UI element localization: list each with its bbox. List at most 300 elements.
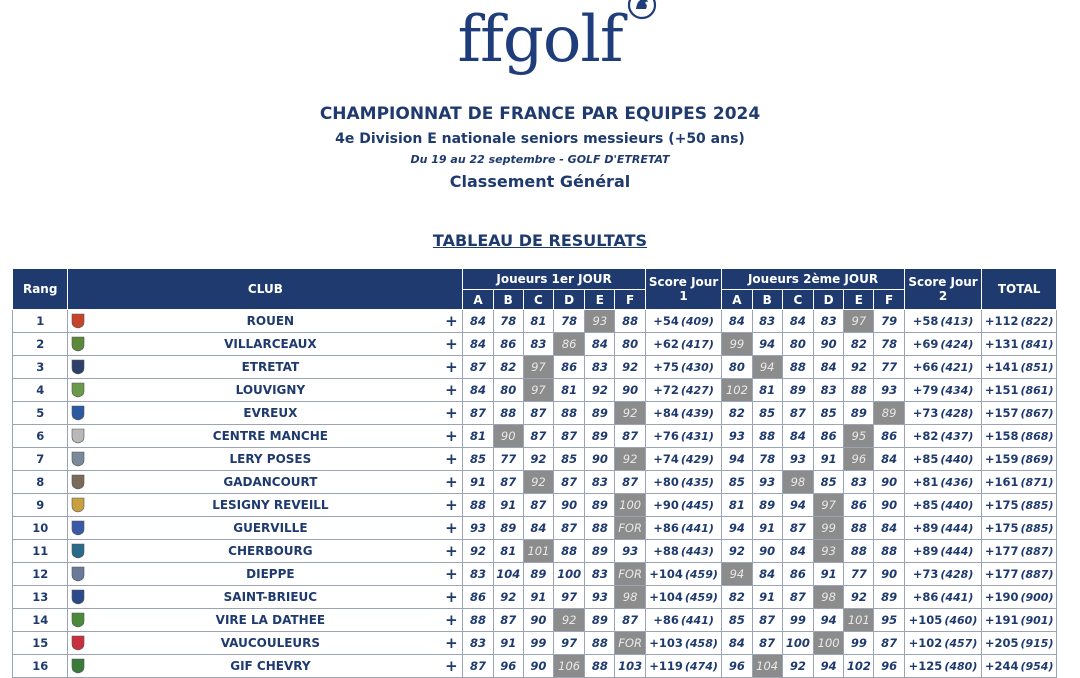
player-score-day1: 86: [554, 356, 585, 379]
score-day1-value: +80: [653, 475, 679, 489]
table-row: [13, 494, 1057, 517]
player-score-day2: 87: [782, 586, 813, 609]
header-player-letter: F: [874, 290, 904, 310]
score-day1-cell: [645, 655, 722, 678]
player-score-day1: 87: [523, 402, 553, 425]
score-day2-cell: [904, 333, 982, 356]
club-crest-icon: [68, 520, 88, 536]
player-score-day1: 92: [523, 448, 553, 471]
total-cell: [982, 379, 1057, 402]
score-day1-strokes: (459): [684, 591, 718, 604]
score-day1-value: +74: [653, 452, 679, 466]
total-cell: [982, 655, 1057, 678]
table-row: [13, 540, 1057, 563]
table-row: [13, 310, 1057, 333]
score-day1-value: +103: [649, 636, 683, 650]
player-score-day1: 83: [585, 563, 615, 586]
score-day2-strokes: (428): [940, 568, 974, 581]
expand-club-button[interactable]: +: [445, 657, 458, 675]
club-name: CHERBOURG: [228, 544, 313, 558]
player-score-day2: 77: [844, 563, 874, 586]
club-name: DIEPPE: [246, 567, 295, 581]
expand-club-button[interactable]: +: [445, 473, 458, 491]
player-score-day2: 94: [722, 448, 752, 471]
score-day1-value: +86: [653, 613, 679, 627]
player-score-day1: 86: [463, 586, 493, 609]
player-score-day1: 81: [523, 310, 553, 333]
score-day2-strokes: (413): [940, 315, 974, 328]
club-name: LOUVIGNY: [235, 383, 306, 397]
player-score-day2: 99: [814, 517, 844, 540]
header-player-letter: B: [752, 290, 782, 310]
expand-club-button[interactable]: +: [445, 542, 458, 560]
player-score-day2: 84: [874, 448, 904, 471]
tableau-heading: TABLEAU DE RESULTATS: [432, 231, 648, 250]
total-strokes: (869): [1020, 453, 1054, 466]
player-score-day2: 100: [782, 632, 813, 655]
score-day2-value: +73: [912, 406, 939, 420]
player-score-day2: 90: [874, 471, 904, 494]
player-score-day2: 84: [752, 563, 782, 586]
score-day1-strokes: (431): [680, 430, 714, 443]
total-strokes: (900): [1020, 591, 1054, 604]
score-day1-value: +76: [653, 429, 679, 443]
expand-club-button[interactable]: +: [445, 358, 458, 376]
player-score-day1: 84: [463, 310, 493, 333]
total-strokes: (867): [1020, 407, 1054, 420]
player-score-day1: 89: [585, 494, 615, 517]
player-score-day2: 83: [814, 310, 844, 333]
total-strokes: (851): [1020, 361, 1054, 374]
club-crest-icon: [68, 474, 88, 490]
club-crest-icon: [68, 589, 88, 605]
player-score-day2: 94: [752, 356, 782, 379]
score-day2-cell: [904, 310, 982, 333]
player-score-day1: 89: [585, 425, 615, 448]
score-day2-value: +105: [908, 613, 943, 627]
player-score-day1: 90: [554, 494, 585, 517]
player-score-day2: 82: [844, 333, 874, 356]
score-day2-cell: [904, 448, 982, 471]
total-cell: [982, 609, 1057, 632]
total-cell: [982, 402, 1057, 425]
club-name: SAINT-BRIEUC: [223, 590, 318, 604]
player-score-day2: 86: [814, 425, 844, 448]
club-name: GADANCOURT: [223, 475, 318, 489]
player-score-day1: 83: [585, 356, 615, 379]
player-score-day2: 93: [814, 540, 844, 563]
player-score-day2: 94: [752, 333, 782, 356]
player-score-day2: 86: [782, 563, 813, 586]
total-cell: [982, 425, 1057, 448]
expand-club-button[interactable]: +: [445, 404, 458, 422]
player-score-day1: 89: [585, 609, 615, 632]
score-day1-value: +104: [649, 590, 683, 604]
score-day2-value: +125: [908, 659, 943, 673]
club-crest-icon: [68, 313, 88, 329]
score-day2-cell: [904, 425, 982, 448]
player-score-day1: 101: [523, 540, 553, 563]
total-cell: [982, 310, 1057, 333]
header-player-letter: D: [814, 290, 844, 310]
score-day2-cell: [904, 609, 982, 632]
total-value: +175: [984, 521, 1019, 535]
total-value: +112: [984, 314, 1019, 328]
score-day1-value: +84: [653, 406, 679, 420]
total-strokes: (887): [1020, 545, 1054, 558]
rank-cell: 2: [13, 333, 68, 356]
score-day2-cell: [904, 517, 982, 540]
club-name: CENTRE MANCHE: [212, 429, 328, 443]
club-name: LESIGNY REVEILL: [212, 498, 329, 512]
header-rang: Rang: [13, 269, 68, 310]
score-day2-value: +58: [912, 314, 939, 328]
player-score-day1: 87: [615, 609, 645, 632]
player-score-day2: 89: [752, 494, 782, 517]
rank-cell: 11: [13, 540, 68, 563]
page-title: CHAMPIONNAT DE FRANCE PAR EQUIPES 2024: [319, 104, 761, 124]
club-name: VILLARCEAUX: [224, 337, 317, 351]
results-table: [12, 268, 1057, 678]
score-day2-value: +86: [912, 590, 939, 604]
total-value: +175: [984, 498, 1019, 512]
player-score-day2: 100: [814, 632, 844, 655]
score-day2-value: +66: [912, 360, 939, 374]
score-day1-cell: [645, 632, 722, 655]
player-score-day2: 102: [722, 379, 752, 402]
player-score-day1: 92: [523, 471, 553, 494]
score-day1-strokes: (459): [684, 568, 718, 581]
header-player-letter: C: [523, 290, 553, 310]
score-day2-strokes: (421): [940, 361, 974, 374]
player-score-day2: 84: [782, 425, 813, 448]
total-value: +161: [984, 475, 1019, 489]
score-day1-value: +119: [649, 659, 683, 673]
player-score-day1: 87: [523, 425, 553, 448]
player-score-day2: 87: [782, 402, 813, 425]
player-score-day2: 82: [722, 402, 752, 425]
player-score-day2: 85: [722, 609, 752, 632]
player-score-day1: 91: [463, 471, 493, 494]
score-day1-strokes: (417): [680, 338, 714, 351]
club-cell: [68, 609, 463, 632]
total-cell: [982, 494, 1057, 517]
player-score-day1: 91: [523, 586, 553, 609]
player-score-day1: FOR: [615, 563, 645, 586]
score-day2-value: +85: [912, 452, 939, 466]
expand-club-button[interactable]: +: [445, 519, 458, 537]
score-day2-value: +85: [912, 498, 939, 512]
player-score-day1: 87: [463, 356, 493, 379]
player-score-day1: 81: [463, 425, 493, 448]
club-cell: [68, 563, 463, 586]
score-day1-value: +90: [653, 498, 679, 512]
score-day1-cell: [645, 425, 722, 448]
player-score-day2: 85: [814, 471, 844, 494]
expand-club-button[interactable]: +: [445, 611, 458, 629]
score-day2-value: +82: [912, 429, 939, 443]
player-score-day1: 100: [615, 494, 645, 517]
player-score-day1: 89: [585, 402, 615, 425]
player-score-day2: 82: [722, 586, 752, 609]
score-day2-cell: [904, 356, 982, 379]
player-score-day2: 91: [752, 586, 782, 609]
total-value: +190: [984, 590, 1019, 604]
player-score-day1: 81: [493, 540, 523, 563]
player-score-day2: 96: [874, 655, 904, 678]
header-player-letter: F: [615, 290, 645, 310]
club-name: VAUCOULEURS: [220, 636, 321, 650]
expand-club-button[interactable]: +: [445, 588, 458, 606]
expand-club-button[interactable]: +: [445, 496, 458, 514]
rank-cell: 15: [13, 632, 68, 655]
player-score-day2: 90: [752, 540, 782, 563]
player-score-day2: 94: [722, 517, 752, 540]
club-crest-icon: [68, 543, 88, 559]
player-score-day1: 87: [493, 609, 523, 632]
player-score-day1: 91: [493, 494, 523, 517]
score-day2-strokes: (444): [940, 545, 974, 558]
expand-club-button[interactable]: +: [445, 335, 458, 353]
score-day1-strokes: (429): [680, 453, 714, 466]
score-day2-strokes: (434): [940, 384, 974, 397]
player-score-day2: 96: [844, 448, 874, 471]
club-cell: [68, 540, 463, 563]
player-score-day1: 88: [463, 609, 493, 632]
score-day2-cell: [904, 632, 982, 655]
club-cell: [68, 632, 463, 655]
score-day1-strokes: (443): [680, 545, 714, 558]
club-cell: [68, 356, 463, 379]
division-subtitle: 4e Division E nationale seniors messieurs (+50 ans): [335, 131, 745, 147]
score-day1-cell: [645, 448, 722, 471]
player-score-day1: 87: [523, 494, 553, 517]
score-day2-strokes: (460): [944, 614, 978, 627]
score-day2-cell: [904, 540, 982, 563]
rank-cell: 6: [13, 425, 68, 448]
player-score-day1: 84: [463, 333, 493, 356]
total-cell: [982, 356, 1057, 379]
score-day2-cell: [904, 586, 982, 609]
table-row: [13, 379, 1057, 402]
player-score-day2: 83: [814, 379, 844, 402]
club-cell: [68, 379, 463, 402]
header-player-letter: C: [782, 290, 813, 310]
player-score-day1: 91: [493, 632, 523, 655]
table-row: [13, 586, 1057, 609]
total-strokes: (885): [1020, 499, 1054, 512]
player-score-day1: 92: [554, 609, 585, 632]
score-day1-strokes: (435): [680, 476, 714, 489]
player-score-day1: 93: [585, 586, 615, 609]
score-day2-cell: [904, 471, 982, 494]
player-score-day2: 98: [814, 586, 844, 609]
total-value: +205: [984, 636, 1019, 650]
club-cell: [68, 471, 463, 494]
player-score-day2: 85: [814, 402, 844, 425]
player-score-day1: 84: [463, 379, 493, 402]
total-value: +191: [984, 613, 1019, 627]
player-score-day2: 101: [844, 609, 874, 632]
player-score-day2: 92: [844, 586, 874, 609]
player-score-day2: 99: [844, 632, 874, 655]
player-score-day2: 85: [752, 402, 782, 425]
player-score-day2: 89: [782, 379, 813, 402]
player-score-day1: 89: [493, 517, 523, 540]
logo-text: ffgolf: [457, 3, 623, 77]
score-day1-cell: [645, 402, 722, 425]
player-score-day1: 104: [493, 563, 523, 586]
player-score-day1: 87: [493, 471, 523, 494]
player-score-day2: 89: [874, 402, 904, 425]
player-score-day1: 90: [523, 609, 553, 632]
player-score-day1: 98: [615, 586, 645, 609]
table-row: [13, 517, 1057, 540]
player-score-day2: 86: [874, 425, 904, 448]
player-score-day2: 96: [722, 655, 752, 678]
player-score-day1: 82: [493, 356, 523, 379]
total-value: +158: [984, 429, 1019, 443]
player-score-day2: 88: [844, 379, 874, 402]
score-day1-strokes: (441): [680, 522, 714, 535]
score-day2-value: +89: [912, 521, 939, 535]
table-row: [13, 402, 1057, 425]
total-strokes: (861): [1020, 384, 1054, 397]
club-name: EVREUX: [243, 406, 298, 420]
expand-club-button[interactable]: +: [445, 565, 458, 583]
club-name: GIF CHEVRY: [230, 659, 311, 673]
player-score-day2: 89: [874, 586, 904, 609]
total-strokes: (885): [1020, 522, 1054, 535]
player-score-day1: 84: [523, 517, 553, 540]
total-cell: [982, 540, 1057, 563]
player-score-day2: 77: [874, 356, 904, 379]
rank-cell: 16: [13, 655, 68, 678]
player-score-day1: 85: [463, 448, 493, 471]
player-score-day1: 88: [554, 402, 585, 425]
header-player-letter: D: [554, 290, 585, 310]
club-name: VIRE LA DATHEE: [215, 613, 326, 627]
player-score-day2: 80: [782, 333, 813, 356]
score-day1-cell: [645, 356, 722, 379]
player-score-day2: 88: [752, 425, 782, 448]
player-score-day2: 93: [874, 379, 904, 402]
expand-club-button[interactable]: +: [445, 427, 458, 445]
player-score-day2: 99: [782, 609, 813, 632]
table-row: [13, 609, 1057, 632]
total-strokes: (887): [1020, 568, 1054, 581]
score-day1-value: +54: [653, 314, 679, 328]
player-score-day2: 83: [844, 471, 874, 494]
score-day1-strokes: (409): [680, 315, 714, 328]
club-crest-icon: [68, 359, 88, 375]
player-score-day1: 83: [523, 333, 553, 356]
rank-cell: 13: [13, 586, 68, 609]
player-score-day1: 81: [554, 379, 585, 402]
club-crest-icon: [68, 566, 88, 582]
player-score-day1: 100: [554, 563, 585, 586]
score-day2-strokes: (441): [940, 591, 974, 604]
club-cell: [68, 517, 463, 540]
score-day1-cell: [645, 310, 722, 333]
player-score-day1: 96: [493, 655, 523, 678]
club-crest-icon: [68, 497, 88, 513]
player-score-day1: 77: [493, 448, 523, 471]
rooster-registered-icon: [627, 0, 657, 20]
expand-club-button[interactable]: +: [445, 312, 458, 330]
player-score-day1: 90: [493, 425, 523, 448]
score-day1-cell: [645, 517, 722, 540]
header-player-letter: A: [722, 290, 752, 310]
player-score-day1: 92: [615, 448, 645, 471]
player-score-day1: 87: [615, 471, 645, 494]
player-score-day1: 87: [463, 402, 493, 425]
player-score-day1: 90: [585, 448, 615, 471]
player-score-day2: 97: [814, 494, 844, 517]
player-score-day2: 81: [752, 379, 782, 402]
score-day2-cell: [904, 379, 982, 402]
total-value: +177: [984, 567, 1019, 581]
player-score-day2: 86: [844, 494, 874, 517]
player-score-day2: 87: [752, 609, 782, 632]
player-score-day1: 83: [585, 471, 615, 494]
rank-cell: 8: [13, 471, 68, 494]
expand-club-button[interactable]: +: [445, 634, 458, 652]
player-score-day2: 84: [782, 540, 813, 563]
classement-heading: Classement Général: [449, 172, 631, 191]
player-score-day1: 78: [493, 310, 523, 333]
player-score-day2: 87: [874, 632, 904, 655]
player-score-day1: FOR: [615, 632, 645, 655]
dates-location: Du 19 au 22 septembre - GOLF D'ETRETAT: [410, 153, 670, 166]
expand-club-button[interactable]: +: [445, 450, 458, 468]
score-day1-cell: [645, 540, 722, 563]
player-score-day2: 84: [814, 356, 844, 379]
score-day2-strokes: (424): [940, 338, 974, 351]
player-score-day1: 92: [615, 402, 645, 425]
score-day1-cell: [645, 379, 722, 402]
player-score-day1: 97: [554, 586, 585, 609]
table-row: [13, 356, 1057, 379]
player-score-day2: 88: [782, 356, 813, 379]
player-score-day1: 88: [585, 517, 615, 540]
score-day2-cell: [904, 563, 982, 586]
score-day1-strokes: (474): [684, 660, 718, 673]
player-score-day2: 93: [722, 425, 752, 448]
club-cell: [68, 425, 463, 448]
total-value: +151: [984, 383, 1019, 397]
rank-cell: 14: [13, 609, 68, 632]
player-score-day2: 84: [874, 517, 904, 540]
expand-club-button[interactable]: +: [445, 381, 458, 399]
player-score-day1: 87: [615, 425, 645, 448]
club-name: ROUEN: [246, 314, 295, 328]
score-day1-value: +86: [653, 521, 679, 535]
player-score-day2: 95: [874, 609, 904, 632]
header-score-day1: Score Jour 1: [645, 269, 722, 310]
rank-cell: 1: [13, 310, 68, 333]
player-score-day1: 87: [554, 471, 585, 494]
score-day2-strokes: (480): [944, 660, 978, 673]
total-cell: [982, 563, 1057, 586]
player-score-day1: 103: [615, 655, 645, 678]
player-score-day1: 106: [554, 655, 585, 678]
player-score-day2: 91: [814, 448, 844, 471]
player-score-day2: 104: [752, 655, 782, 678]
player-score-day2: 94: [814, 655, 844, 678]
total-value: +244: [984, 659, 1019, 673]
score-day1-value: +88: [653, 544, 679, 558]
